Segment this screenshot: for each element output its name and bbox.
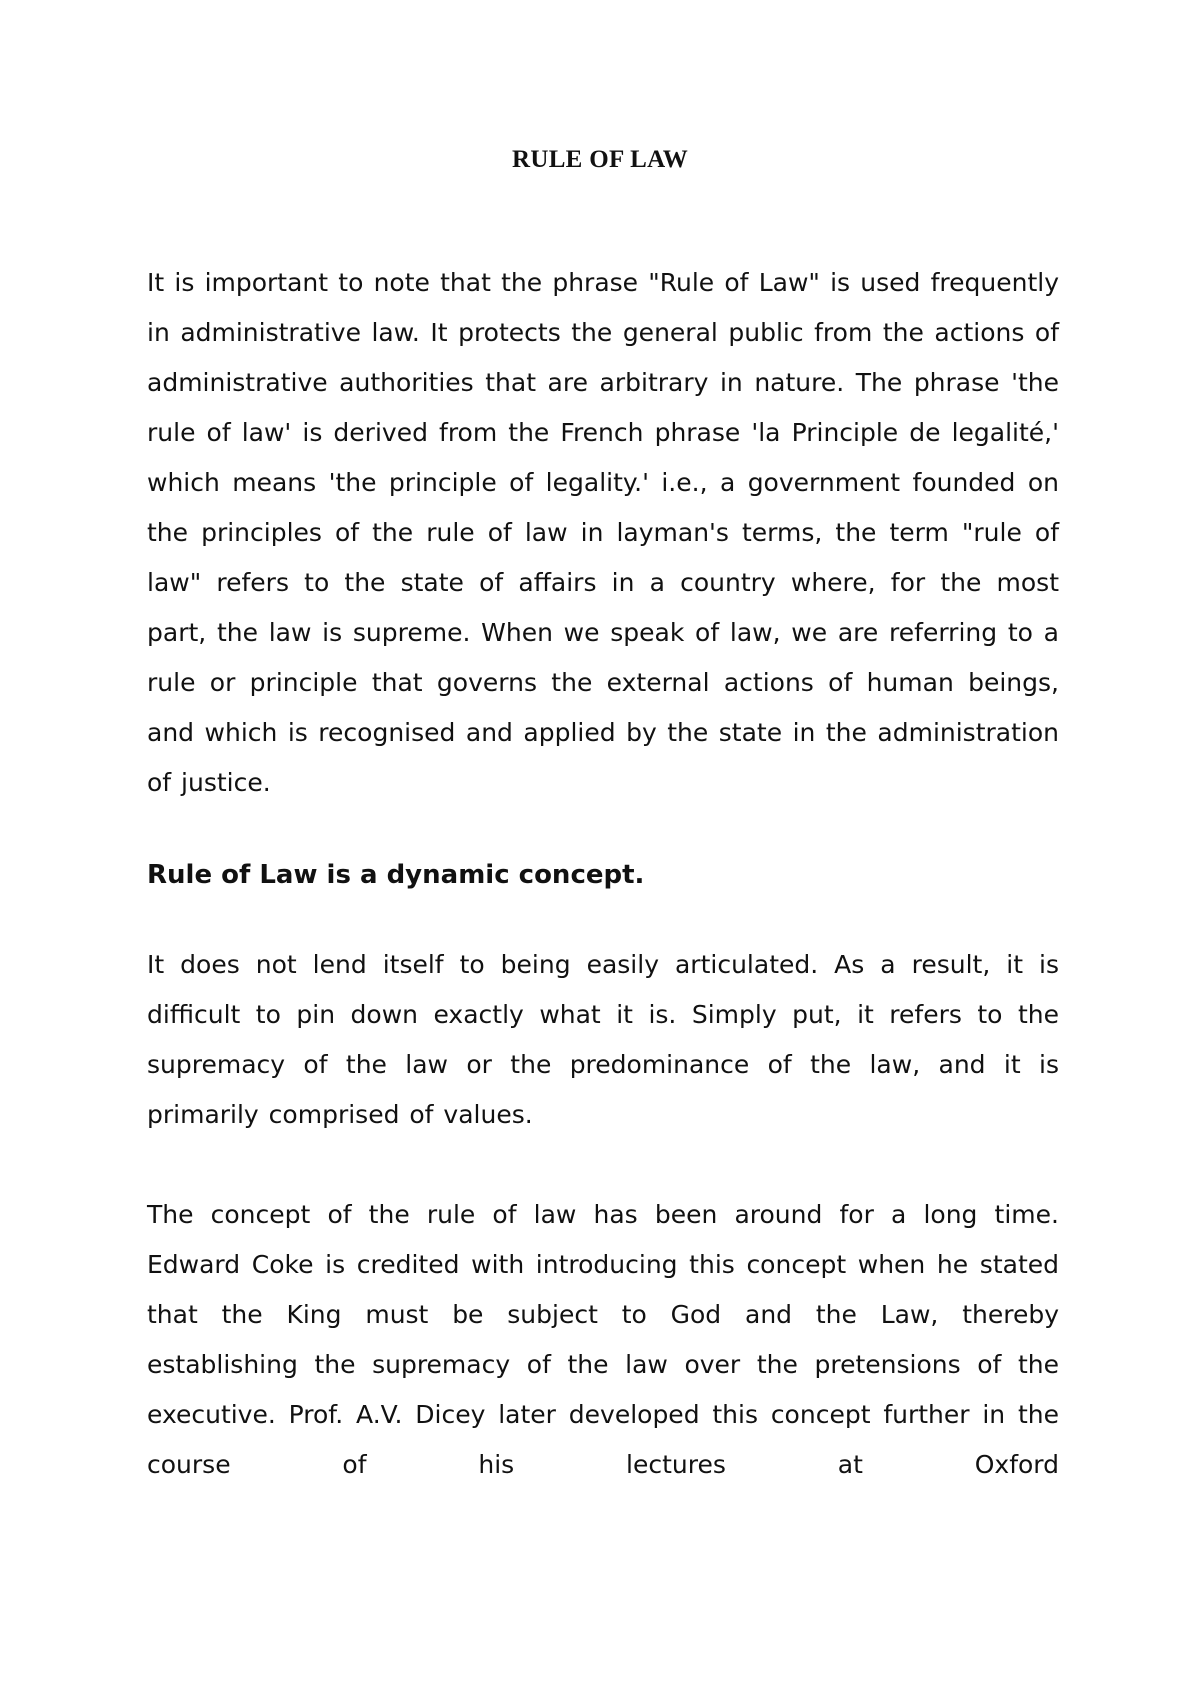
paragraph-intro: It is important to note that the phrase "Rule of Law" is used frequently in administrative law. It protects the general public from the actions of administrative authorities that are arbitrary in nature. The phrase 'the rule of law' is derived from the French phrase 'la Principle de legalité,' which means 'the principle of legality.' i.e., a government founded on the principles of the rule of law in layman's terms, the term "rule of law" refers to the state of affairs in a country where, for the most part, the law is supreme. When we speak of law, we are referring to a rule or principle that governs the external actions of human beings, and which is recognised and applied by the state in the administration of justice. (147, 268, 1059, 797)
document-body (147, 258, 1059, 1490)
paragraph-history: The concept of the rule of law has been around for a long time. Edward Coke is credited with introducing this concept when he stated that the King must be subject to God and the Law, thereby establishing the supremacy of the law over the pretensions of the executive. Prof. A.V. Dicey later developed this concept further in the course of his lectures at Oxford (147, 1200, 1059, 1479)
section-heading: Rule of Law is a dynamic concept. (147, 860, 645, 890)
paragraph-dynamic-concept: It does not lend itself to being easily articulated. As a result, it is difficult to pin down exactly what it is. Simply put, it refers to the supremacy of the law or the predominance of the law, and it is primarily comprised of values. (147, 950, 1059, 1129)
document-title: RULE OF LAW (511, 146, 688, 173)
